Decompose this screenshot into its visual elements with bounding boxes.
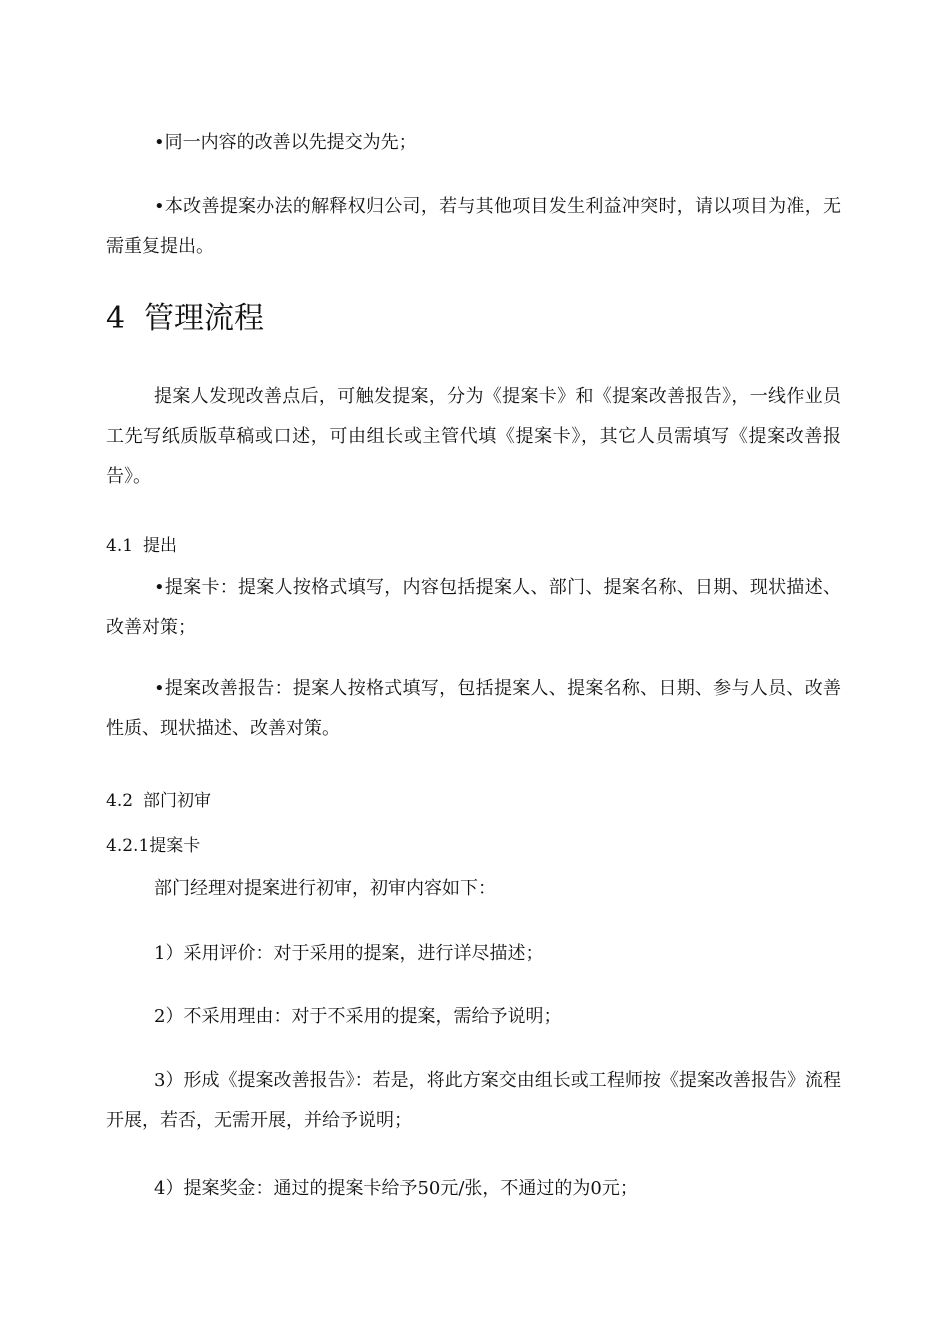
section-4-number: 4 xyxy=(106,301,126,336)
section-4-2-title: 部门初审 xyxy=(143,791,212,811)
bullet-proposal-report: •提案改善报告：提案人按格式填写，包括提案人、提案名称、日期、参与人员、改善性质、现状描述、改善对策。 xyxy=(106,678,841,739)
list-item-proposal-bonus: 4）提案奖金：通过的提案卡给予50元/张，不通过的为0元； xyxy=(154,1178,638,1199)
section-4-1-heading xyxy=(106,531,177,561)
section-4-2-1-heading: 4.2.1提案卡 xyxy=(106,836,201,856)
section-4-heading xyxy=(106,294,264,344)
list-item-rejection-reason: 2）不采用理由：对于不采用的提案，需给予说明； xyxy=(154,1006,562,1027)
section-4-1-title: 提出 xyxy=(143,536,178,556)
list-item-form-report: 3）形成《提案改善报告》：若是，将此方案交由组长或工程师按《提案改善报告》流程开展，若否，无需开展，并给予说明； xyxy=(106,1070,841,1131)
bullet-interpretation-rights: •本改善提案办法的解释权归公司，若与其他项目发生利益冲突时，请以项目为准，无需重复提出。 xyxy=(106,196,841,257)
list-item-adoption-evaluation: 1）采用评价：对于采用的提案，进行详尽描述； xyxy=(154,943,544,964)
section-4-2-1-intro: 部门经理对提案进行初审，初审内容如下： xyxy=(154,878,496,899)
section-4-2-heading xyxy=(106,786,211,816)
section-4-1-number: 4.1 xyxy=(106,536,134,556)
section-4-title: 管理流程 xyxy=(144,301,264,336)
section-4-intro: 提案人发现改善点后，可触发提案，分为《提案卡》和《提案改善报告》，一线作业员工先写纸质版草稿或口述，可由组长或主管代填《提案卡》，其它人员需填写《提案改善报告》。 xyxy=(106,386,841,487)
bullet-same-content: •同一内容的改善以先提交为先； xyxy=(154,132,417,153)
bullet-proposal-card: •提案卡：提案人按格式填写，内容包括提案人、部门、提案名称、日期、现状描述、改善对策； xyxy=(106,577,841,638)
section-4-2-number: 4.2 xyxy=(106,791,134,811)
